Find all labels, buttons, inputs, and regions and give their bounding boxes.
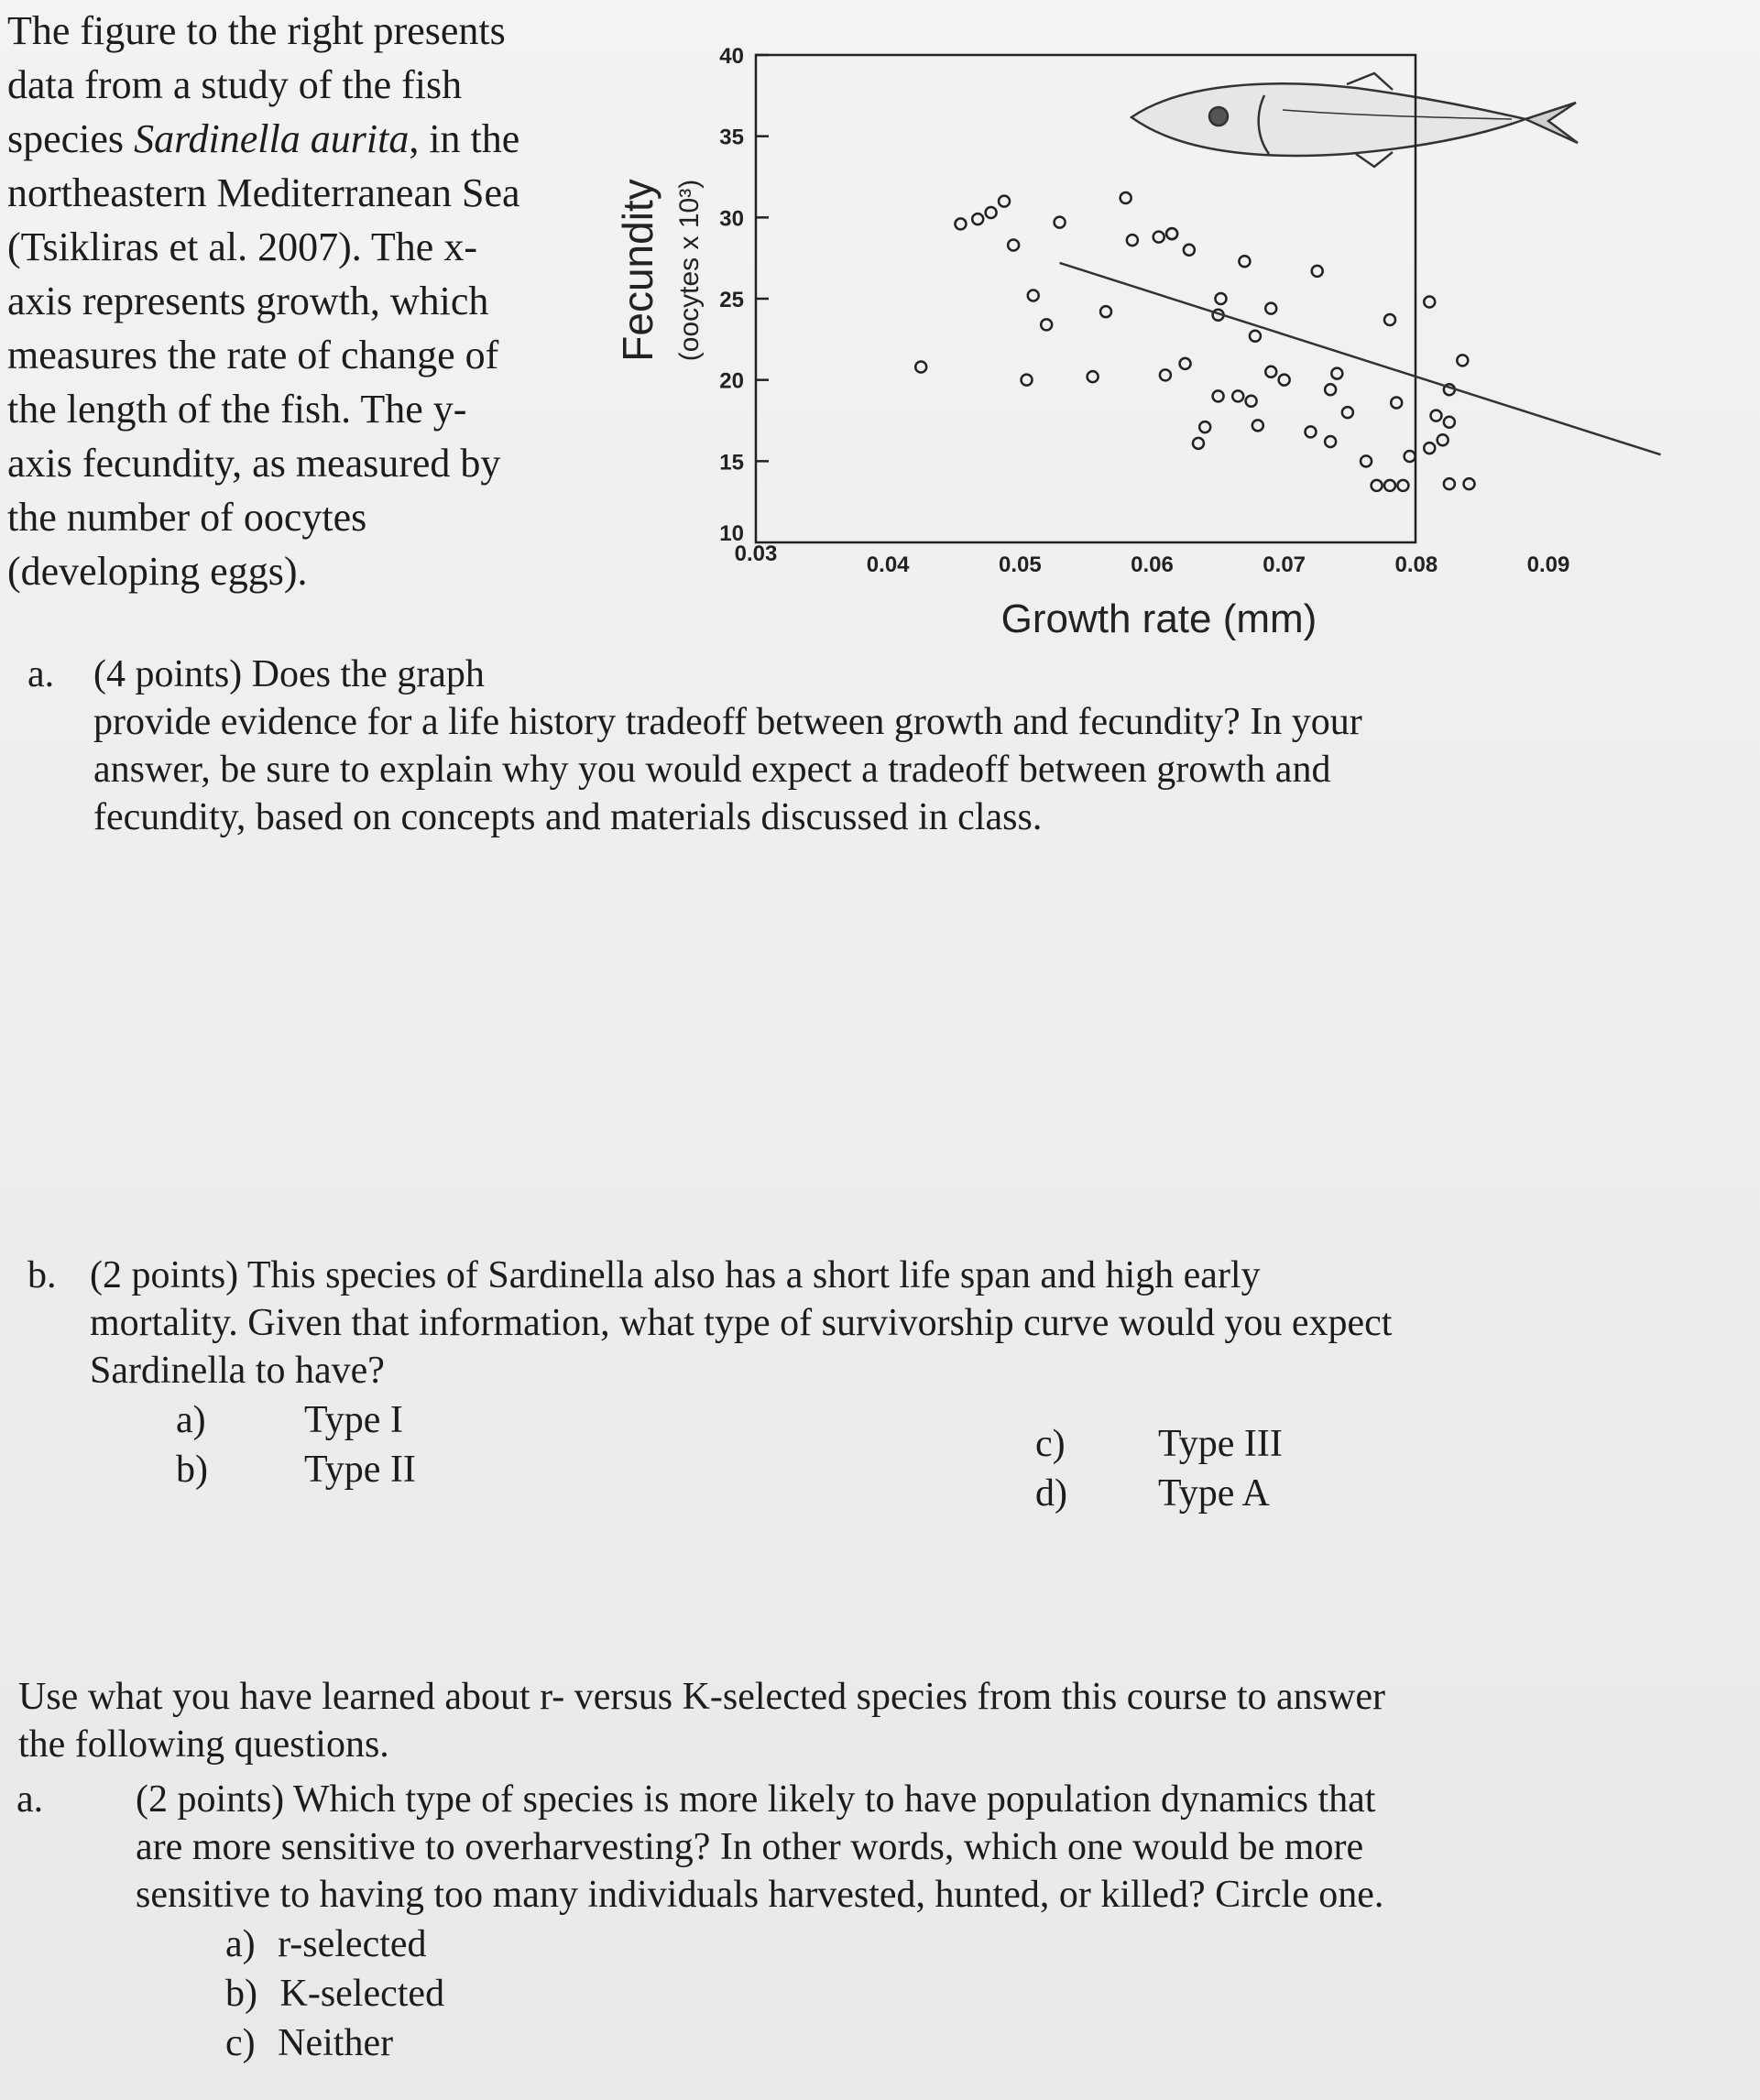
- y-axis-label: Fecundity: [614, 179, 661, 362]
- trend-line: [1060, 263, 1661, 454]
- y-axis-units: (oocytes x 10³): [674, 179, 705, 362]
- option-key: b): [176, 1449, 208, 1491]
- data-point: [1312, 266, 1323, 277]
- y-tick-label: 35: [719, 125, 744, 150]
- option-key: c): [225, 2022, 256, 2064]
- y-tick-label: 30: [719, 206, 744, 232]
- data-point: [1127, 235, 1138, 246]
- option-b-b[interactable]: [176, 1448, 416, 1492]
- data-point: [1342, 407, 1353, 418]
- option-label: Type II: [304, 1449, 416, 1491]
- question-b-line: Sardinella to have?: [90, 1350, 385, 1392]
- data-point: [1384, 314, 1395, 325]
- question-a-line: provide evidence for a life history tradeoff between growth and fecundity? In your: [93, 701, 1362, 743]
- section2-intro-line: Use what you have learned about r- versus K-selected species from this course to answer: [18, 1676, 1385, 1718]
- option-b-d[interactable]: [1035, 1471, 1270, 1515]
- data-point: [1232, 390, 1243, 401]
- data-point: [1265, 303, 1276, 314]
- section2-question-line: (2 points) Which type of species is more likely to have population dynamics that: [136, 1778, 1376, 1821]
- option-label: Type III: [1158, 1423, 1283, 1465]
- data-point: [1120, 192, 1131, 203]
- y-tick-label: 40: [719, 44, 744, 69]
- data-point: [1361, 455, 1372, 466]
- option-label: r-selected: [278, 1923, 427, 1965]
- data-point: [1405, 451, 1416, 462]
- question-a-line: fecundity, based on concepts and materials discussed in class.: [93, 796, 1043, 838]
- y-tick-label: 25: [719, 288, 744, 312]
- y-tick-label: 20: [719, 368, 744, 394]
- data-point: [1384, 480, 1395, 491]
- data-point: [1160, 369, 1171, 380]
- data-point: [1250, 331, 1261, 342]
- data-point: [999, 196, 1010, 207]
- intro-line: data from a study of the fish: [7, 62, 463, 107]
- intro-line: measures the rate of change of: [7, 333, 499, 377]
- data-point: [1306, 426, 1317, 437]
- data-point: [1028, 290, 1039, 301]
- data-point: [1041, 319, 1052, 330]
- data-point: [1325, 436, 1336, 447]
- data-point: [1166, 228, 1177, 239]
- intro-line: the length of the fish. The y-: [7, 387, 467, 432]
- intro-line: the number of oocytes: [7, 495, 367, 540]
- question-b-marker: b.: [27, 1254, 57, 1296]
- data-point: [1424, 443, 1435, 454]
- data-point: [1430, 410, 1441, 421]
- x-tick-label: 0.03: [734, 541, 778, 566]
- question-b-line: (2 points) This species of Sardinella also has a short life span and high early: [90, 1254, 1261, 1296]
- option-b-a[interactable]: [176, 1398, 403, 1442]
- option-label: K-selected: [279, 1973, 445, 2015]
- intro-line: (developing eggs).: [7, 549, 308, 594]
- data-point: [1100, 306, 1111, 317]
- data-point: [1325, 384, 1336, 395]
- data-point: [955, 218, 966, 229]
- question-a-marker: a.: [27, 653, 55, 695]
- option-label: Neither: [278, 2022, 394, 2064]
- y-tick-label: 10: [719, 521, 744, 546]
- data-point: [1265, 366, 1276, 377]
- section2-intro: [18, 1673, 1521, 1768]
- data-point: [1213, 390, 1224, 401]
- data-point: [1055, 217, 1066, 228]
- data-point: [1246, 396, 1257, 407]
- intro-line: axis fecundity, as measured by: [7, 441, 501, 486]
- question-a-line: (4 points) Does the graph: [93, 653, 485, 695]
- data-point: [1438, 434, 1448, 445]
- option-key: b): [225, 1973, 257, 2015]
- x-tick-label: 0.04: [866, 552, 910, 577]
- data-point: [986, 207, 997, 218]
- option-k-selected[interactable]: [225, 1972, 444, 2016]
- question-a-line: answer, be sure to explain why you would expect a tradeoff between growth and: [93, 749, 1331, 791]
- x-tick-label: 0.08: [1394, 552, 1438, 577]
- x-tick-label: 0.05: [998, 552, 1042, 577]
- data-point: [1391, 397, 1402, 408]
- data-point: [1153, 232, 1164, 243]
- data-point: [972, 213, 983, 224]
- data-point: [1239, 256, 1250, 267]
- x-tick-label: 0.09: [1526, 552, 1570, 577]
- y-tick-label: 15: [719, 450, 744, 476]
- data-point: [1279, 375, 1290, 386]
- data-point: [1184, 245, 1195, 256]
- species-name: Sardinella aurita: [134, 116, 410, 161]
- data-point: [1199, 421, 1210, 432]
- section2-question-a-marker: a.: [16, 1778, 44, 1821]
- section2-question-line: sensitive to having too many individuals harvested, hunted, or killed? Circle one.: [136, 1874, 1384, 1916]
- intro-line: The figure to the right presents: [7, 8, 506, 53]
- option-key: a): [225, 1923, 256, 1965]
- option-r-selected[interactable]: [225, 1922, 427, 1966]
- option-label: Type A: [1158, 1472, 1270, 1515]
- data-point: [1252, 420, 1263, 431]
- data-point: [1193, 438, 1204, 449]
- option-label: Type I: [304, 1399, 403, 1441]
- section2-intro-line: the following questions.: [18, 1723, 389, 1766]
- x-axis-label: Growth rate (mm): [1000, 596, 1317, 641]
- option-key: d): [1035, 1472, 1067, 1515]
- data-point: [1444, 417, 1455, 428]
- data-point: [1397, 480, 1408, 491]
- question-b-line: mortality. Given that information, what type of survivorship curve would you expect: [90, 1302, 1393, 1344]
- data-point: [1022, 375, 1033, 386]
- intro-line: (Tsikliras et al. 2007). The x-: [7, 224, 477, 269]
- option-neither[interactable]: [225, 2021, 393, 2065]
- data-point: [1444, 478, 1455, 489]
- data-point: [1180, 358, 1191, 369]
- data-point: [1424, 297, 1435, 308]
- intro-line: axis represents growth, which: [7, 279, 489, 323]
- data-point: [1088, 371, 1099, 382]
- option-key: a): [176, 1399, 206, 1441]
- intro-line: northeastern Mediterranean Sea: [7, 170, 520, 215]
- data-point: [1464, 478, 1475, 489]
- data-point: [1331, 368, 1342, 379]
- option-key: c): [1035, 1423, 1066, 1465]
- data-point: [1008, 239, 1019, 250]
- fish-illustration: [1131, 73, 1578, 167]
- fecundity-growth-scatter-chart: [0, 0, 1760, 660]
- data-point: [1457, 355, 1468, 366]
- data-point: [915, 361, 926, 372]
- option-b-c[interactable]: [1035, 1422, 1283, 1466]
- section2-question-line: are more sensitive to overharvesting? In other words, which one would be more: [136, 1826, 1364, 1868]
- data-point: [1215, 293, 1226, 304]
- data-point: [1372, 480, 1383, 491]
- intro-line: species Sardinella aurita, in the: [7, 116, 520, 161]
- x-tick-label: 0.06: [1131, 552, 1174, 577]
- x-tick-label: 0.07: [1263, 552, 1306, 577]
